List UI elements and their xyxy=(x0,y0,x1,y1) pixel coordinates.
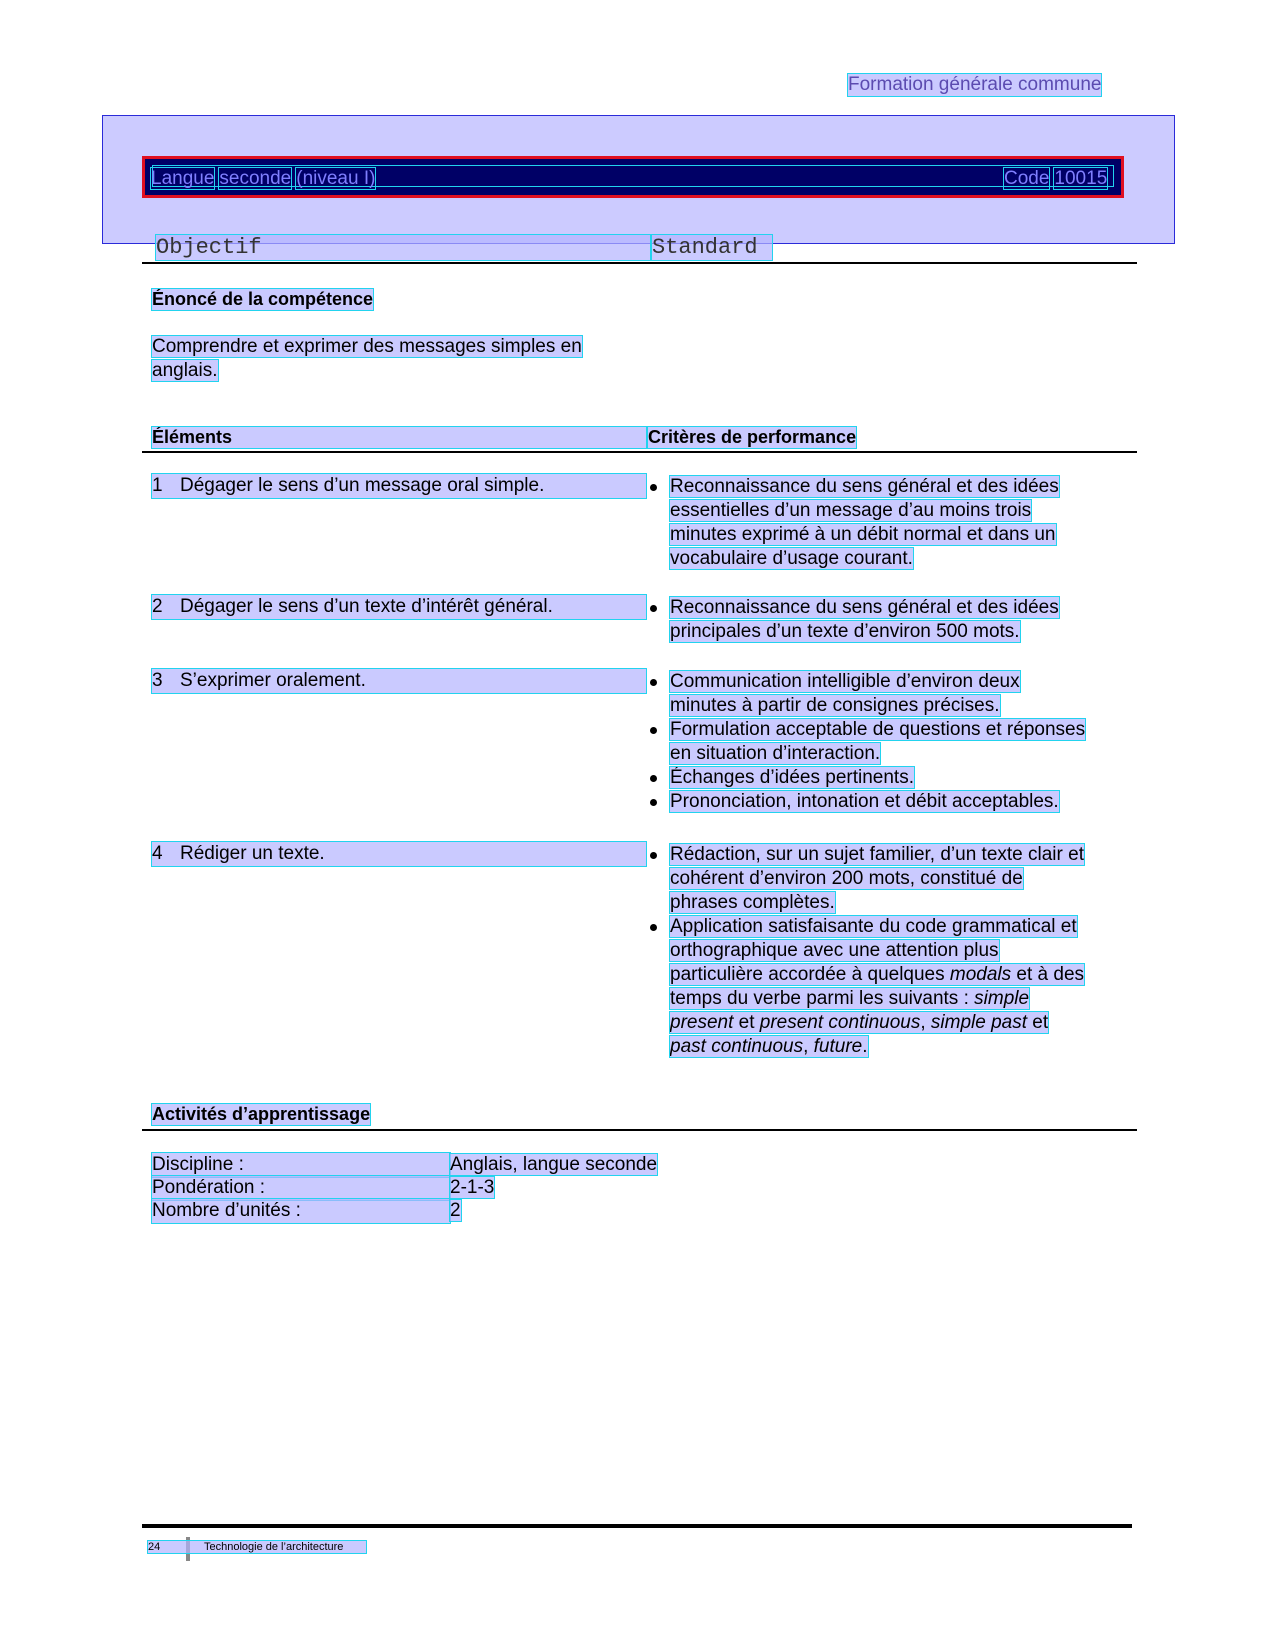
criteria-list xyxy=(646,843,1084,1059)
competence-line: Comprendre et exprimer des messages simples en xyxy=(152,336,582,357)
element-number: 2 xyxy=(152,596,163,617)
course-code-label: Code xyxy=(1004,168,1050,189)
element-number: 4 xyxy=(152,843,163,864)
competence-statement xyxy=(152,335,582,383)
activities-label: Discipline : xyxy=(152,1153,450,1177)
course-code xyxy=(1004,168,1112,190)
course-code-value: 10015 xyxy=(1054,168,1108,189)
criteria-heading: Critères de performance xyxy=(648,427,857,447)
activities-label: Nombre d’unités : xyxy=(152,1199,450,1223)
elements-heading: Éléments xyxy=(152,427,646,448)
criterion-item: Échanges d’idées pertinents. xyxy=(646,766,1085,790)
column-objectif: Objectif xyxy=(156,235,650,260)
course-title xyxy=(151,168,380,190)
activities-row xyxy=(152,1199,657,1222)
competence-heading: Énoncé de la compétence xyxy=(152,289,374,309)
element-row xyxy=(152,474,646,498)
criterion-item: Prononciation, intonation et débit acceptables. xyxy=(646,790,1085,814)
criterion-item: Formulation acceptable de questions et réponses en situation d’interaction. xyxy=(646,718,1085,766)
element-text: Dégager le sens d’un message oral simple. xyxy=(180,475,545,496)
footer-rule xyxy=(142,1524,1132,1528)
element-text: Dégager le sens d’un texte d’intérêt général. xyxy=(180,596,553,617)
criterion-item: Reconnaissance du sens général et des idées essentielles d’un message d’au moins trois minutes exprimé à un débit normal et dans un vocabulaire d’usage courant. xyxy=(646,475,1059,571)
criterion-item: Communication intelligible d’environ deux minutes à partir de consignes précises. xyxy=(646,670,1085,718)
competence-line: anglais. xyxy=(152,360,218,381)
course-title-word: seconde xyxy=(219,168,292,189)
criterion-item-grammar: Application satisfaisante du code grammatical et orthographique avec une attention plus particulière accordée à quelques modals et à des temps du verbe parmi les suivants : simple present et present continuous, simple past et past continuous, future. xyxy=(646,915,1084,1059)
activities-value: Anglais, langue seconde xyxy=(450,1154,658,1175)
activities-row xyxy=(152,1176,657,1199)
element-row xyxy=(152,842,646,866)
element-text: Rédiger un texte. xyxy=(180,843,325,864)
element-number: 3 xyxy=(152,670,163,691)
element-text: S’exprimer oralement. xyxy=(180,670,366,691)
criteria-list xyxy=(646,670,1085,814)
divider xyxy=(142,451,1137,453)
element-number: 1 xyxy=(152,475,163,496)
element-row xyxy=(152,669,646,693)
criterion-item: Reconnaissance du sens général et des idées principales d’un texte d’environ 500 mots. xyxy=(646,596,1059,644)
activities-row xyxy=(152,1153,657,1176)
page-number: 24 xyxy=(148,1541,161,1553)
divider xyxy=(142,1129,1137,1131)
activities-value: 2 xyxy=(450,1200,461,1221)
activities-label: Pondération : xyxy=(152,1176,450,1200)
activities-heading: Activités d’apprentissage xyxy=(152,1104,371,1124)
column-standard: Standard xyxy=(652,235,772,260)
criterion-item: Rédaction, sur un sujet familier, d’un texte clair et cohérent d’environ 200 mots, constitué de phrases complètes. xyxy=(646,843,1084,915)
footer xyxy=(148,1541,366,1553)
course-title-word: (niveau I) xyxy=(296,168,376,189)
activities-value: 2-1-3 xyxy=(450,1177,495,1198)
criteria-list xyxy=(646,475,1059,571)
divider xyxy=(142,262,1137,264)
course-title-word: Langue xyxy=(151,168,215,189)
criteria-list xyxy=(646,596,1059,644)
section-label: Formation générale commune xyxy=(848,74,1102,95)
activities-table xyxy=(152,1153,657,1222)
element-row xyxy=(152,595,646,619)
footer-title: Technologie de l’architecture xyxy=(204,1541,344,1553)
